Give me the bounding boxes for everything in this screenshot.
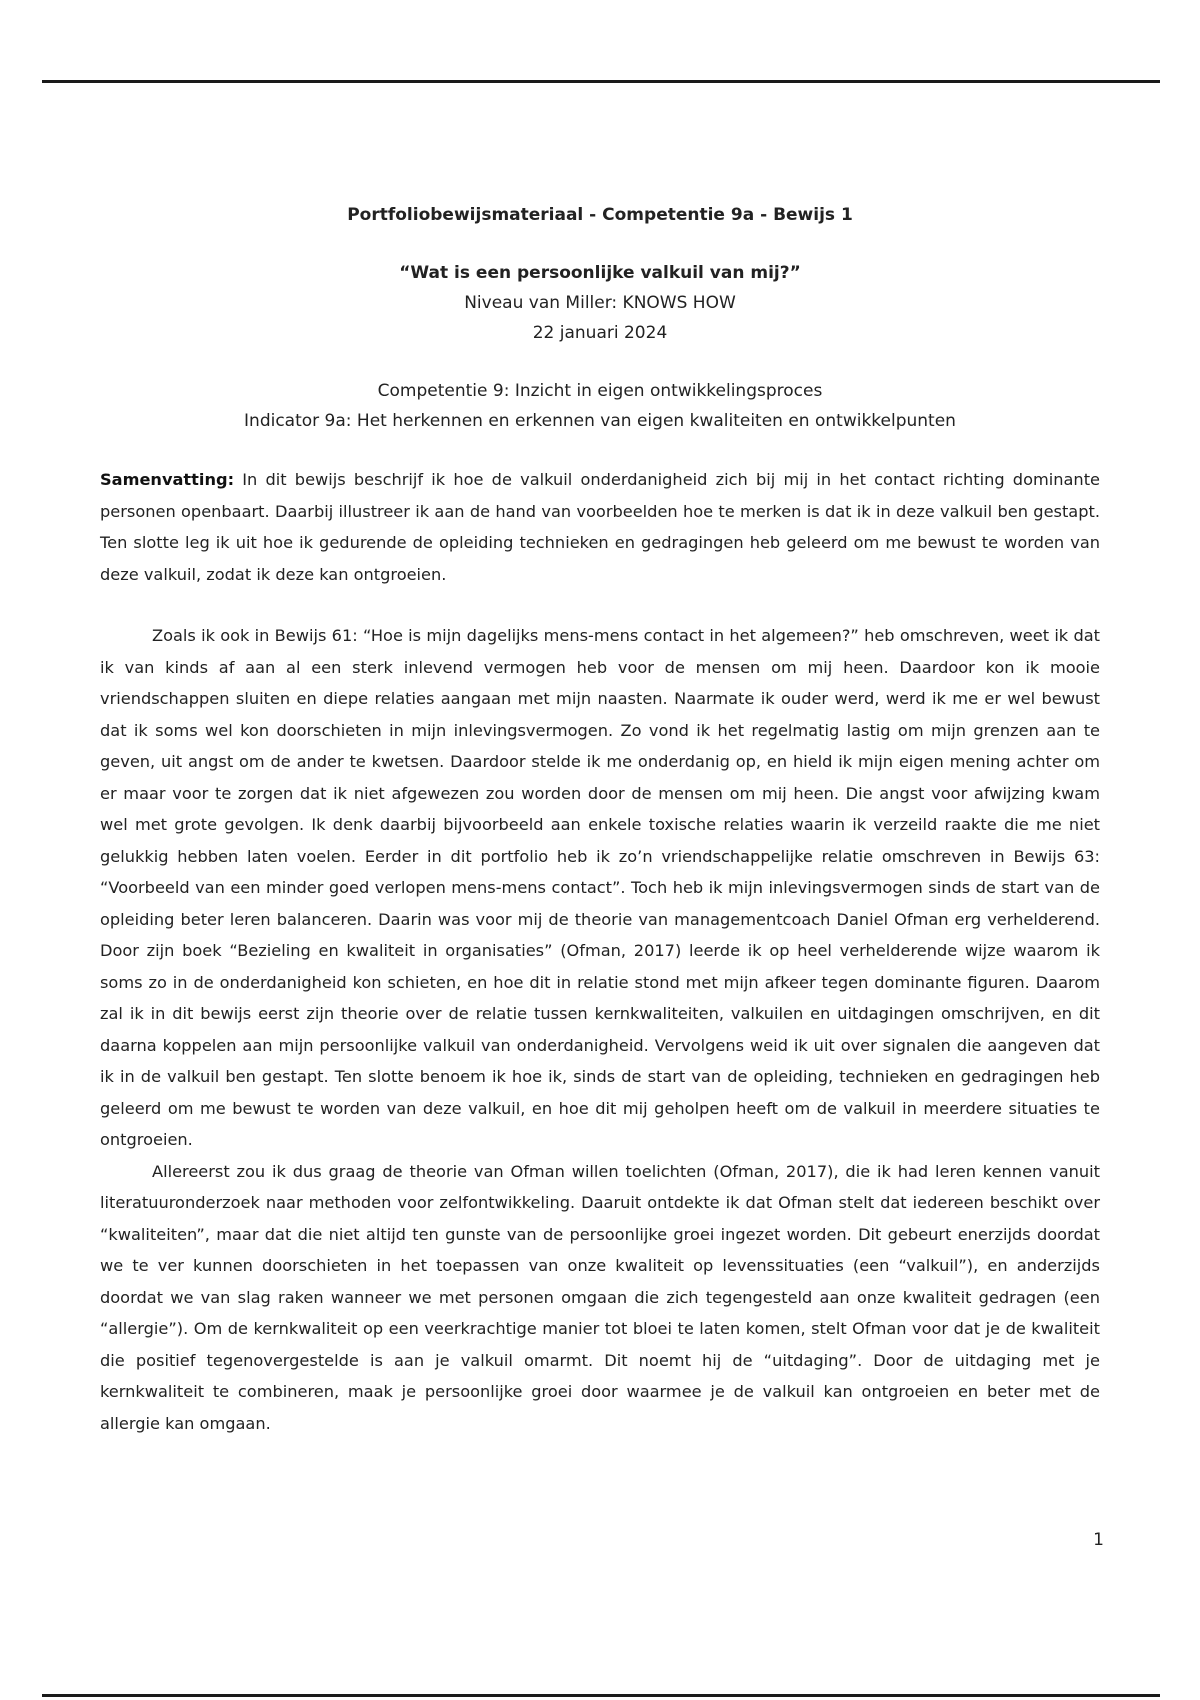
competence-line: Competentie 9: Inzicht in eigen ontwikkelingsproces xyxy=(377,381,823,401)
document-title: Portfoliobewijsmateriaal - Competentie 9a - Bewijs 1 xyxy=(347,205,853,225)
summary-text: In dit bewijs beschrijf ik hoe de valkuil onderdanigheid zich bij mij in het contact richting dominante personen openbaart. Daarbij illustreer ik aan de hand van voorbeelden hoe te merken is dat ik in deze valkuil ben gestapt. Ten slotte leg ik uit hoe ik gedurende de opleiding technieken en gedragingen heb geleerd om me bewust te worden van deze valkuil, zodat ik deze kan ontgroeien. xyxy=(100,470,1100,584)
page-number: 1 xyxy=(1093,1530,1104,1550)
summary-label: Samenvatting: xyxy=(100,470,235,489)
document-date: 22 januari 2024 xyxy=(532,323,668,343)
summary-paragraph xyxy=(100,464,1100,590)
miller-level: Niveau van Miller: KNOWS HOW xyxy=(464,293,736,313)
indicator-line: Indicator 9a: Het herkennen en erkennen van eigen kwaliteiten en ontwikkelpunten xyxy=(244,411,956,431)
footer-rule xyxy=(42,1694,1160,1697)
header-rule xyxy=(42,80,1160,83)
document-body xyxy=(100,200,1100,1439)
document-question: “Wat is een persoonlijke valkuil van mij?” xyxy=(399,263,801,283)
body-paragraph-2: Allereerst zou ik dus graag de theorie van Ofman willen toelichten (Ofman, 2017), die ik had leren kennen vanuit literatuuronderzoek naar methoden voor zelfontwikkeling. Daaruit ontdekte ik dat Ofman stelt dat iedereen beschikt over “kwaliteiten”, maar dat die niet altijd ten gunste van de persoonlijke groei ingezet worden. Dit gebeurt enerzijds doordat we te ver kunnen doorschieten in het toepassen van onze kwaliteit op levenssituaties (een “valkuil”), en anderzijds doordat we van slag raken wanneer we met personen omgaan die zich tegengesteld aan onze kwaliteit gedragen (een “allergie”). Om de kernkwaliteit op een veerkrachtige manier tot bloei te laten komen, stelt Ofman voor dat je de kwaliteit die positief tegenovergestelde is aan je valkuil omarmt. Dit noemt hij de “uitdaging”. Door de uitdaging met je kernkwaliteit te combineren, maak je persoonlijke groei door waarmee je de valkuil kan ontgroeien en beter met de allergie kan omgaan. xyxy=(100,1161,1100,1433)
body-paragraph-1: Zoals ik ook in Bewijs 61: “Hoe is mijn dagelijks mens-mens contact in het algemeen?” heb omschreven, weet ik dat ik van kinds af aan al een sterk inlevend vermogen heb voor de mensen om mij heen. Daardoor kon ik mooie vriendschappen sluiten en diepe relaties aangaan met mijn naasten. Naarmate ik ouder werd, werd ik me er wel bewust dat ik soms wel kon doorschieten in mijn inlevingsvermogen. Zo vond ik het regelmatig lastig om mijn grenzen aan te geven, uit angst om de ander te kwetsen. Daardoor stelde ik me onderdanig op, en hield ik mijn eigen mening achter om er maar voor te zorgen dat ik niet afgewezen zou worden door de mensen om mij heen. Die angst voor afwijzing kwam wel met grote gevolgen. Ik denk daarbij bijvoorbeeld aan enkele toxische relaties waarin ik verzeild raakte die me niet gelukkig hebben laten voelen. Eerder in dit portfolio heb ik zo’n vriendschappelijke relatie omschreven in Bewijs 63: “Voorbeeld van een minder goed verlopen mens-mens contact”. Toch heb ik mijn inlevingsvermogen sinds de start van de opleiding beter leren balanceren. Daarin was voor mij de theorie van managementcoach Daniel Ofman erg verhelderend. Door zijn boek “Bezieling en kwaliteit in organisaties” (Ofman, 2017) leerde ik op heel verhelderende wijze waarom ik soms zo in de onderdanigheid kon schieten, en hoe dit in relatie stond met mijn afkeer tegen dominante figuren. Daarom zal ik in dit bewijs eerst zijn theorie over de relatie tussen kernkwaliteiten, valkuilen en uitdagingen omschrijven, en dit daarna koppelen aan mijn persoonlijke valkuil van onderdanigheid. Vervolgens weid ik uit over signalen die aangeven dat ik in de valkuil ben gestapt. Ten slotte benoem ik hoe ik, sinds de start van de opleiding, technieken en gedragingen heb geleerd om me bewust te worden van deze valkuil, en hoe dit mij geholpen heeft om de valkuil in meerdere situaties te ontgroeien. xyxy=(100,626,1100,1149)
competence-block xyxy=(100,376,1100,436)
